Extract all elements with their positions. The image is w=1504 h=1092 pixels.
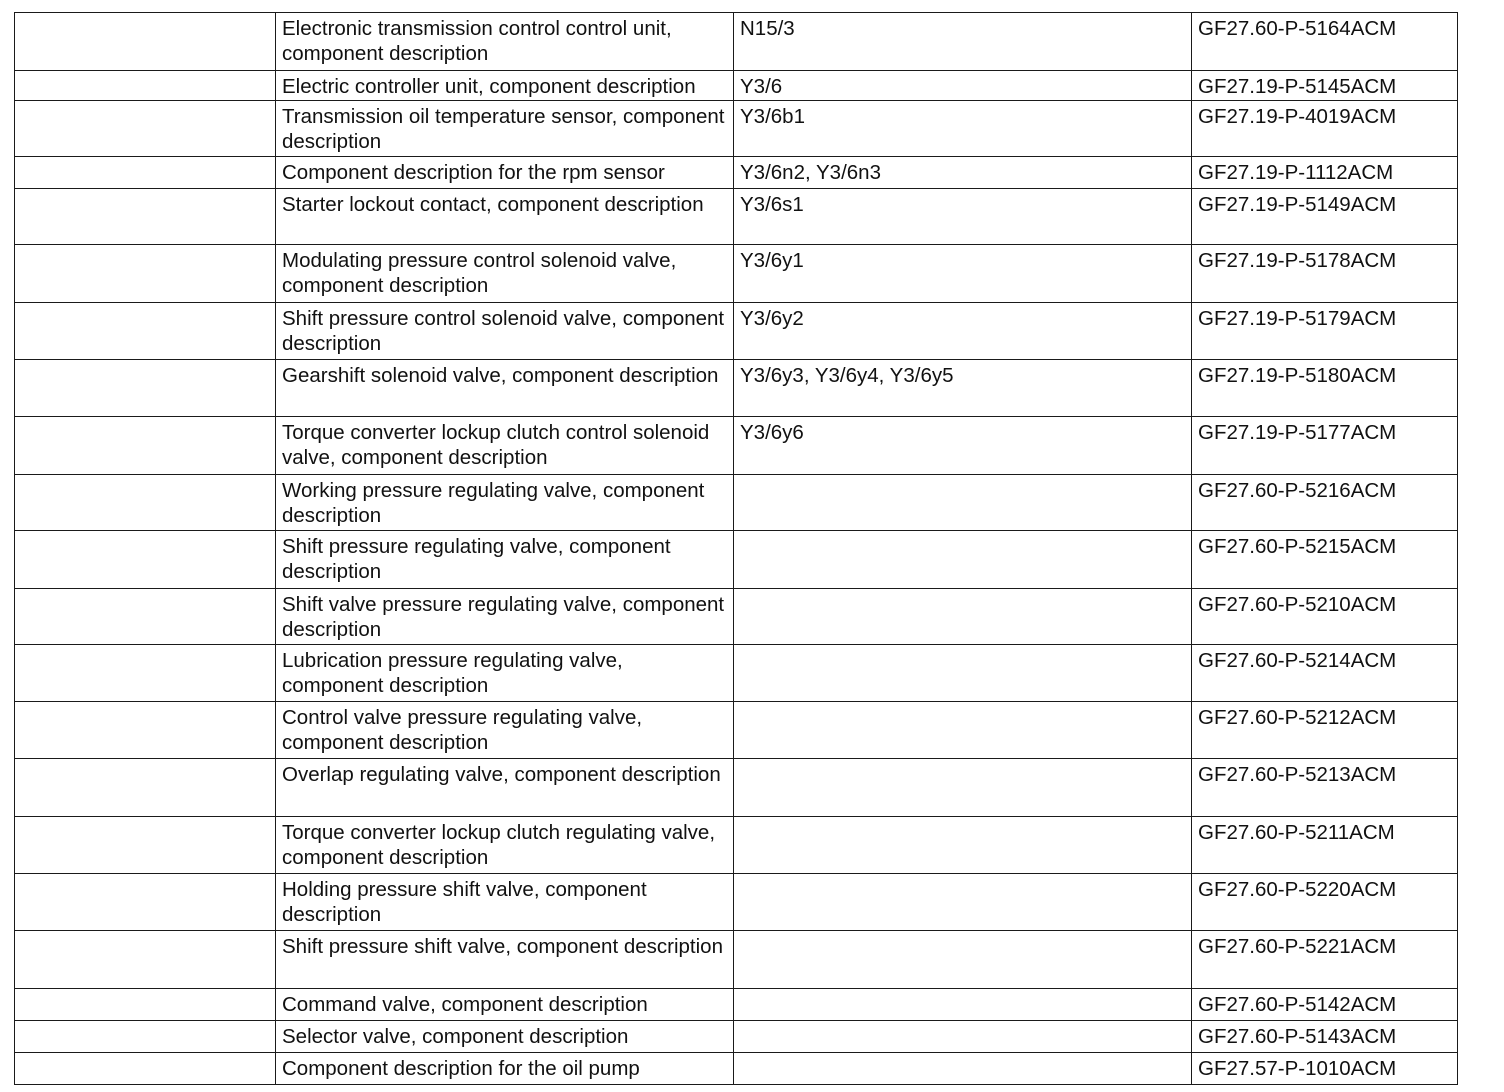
row-blank-cell	[15, 817, 276, 874]
row-component-code: N15/3	[734, 13, 1192, 71]
row-blank-cell	[15, 189, 276, 245]
table-row	[15, 1053, 1458, 1085]
row-blank-cell	[15, 1053, 276, 1085]
row-document-number: GF27.19-P-5177ACM	[1192, 417, 1458, 475]
table-row	[15, 702, 1458, 759]
table-row	[15, 101, 1458, 157]
row-description: Shift pressure regulating valve, component description	[276, 531, 734, 589]
table-row	[15, 245, 1458, 303]
table-row	[15, 303, 1458, 360]
table-row	[15, 531, 1458, 589]
row-component-code: Y3/6	[734, 71, 1192, 101]
row-document-number: GF27.19-P-1112ACM	[1192, 157, 1458, 189]
row-component-code	[734, 475, 1192, 531]
component-description-table	[14, 12, 1458, 1085]
row-document-number: GF27.19-P-4019ACM	[1192, 101, 1458, 157]
row-document-number: GF27.60-P-5214ACM	[1192, 645, 1458, 702]
row-document-number: GF27.19-P-5149ACM	[1192, 189, 1458, 245]
table-row	[15, 13, 1458, 71]
table-row	[15, 417, 1458, 475]
row-document-number: GF27.19-P-5178ACM	[1192, 245, 1458, 303]
table-row	[15, 475, 1458, 531]
table-row	[15, 589, 1458, 645]
row-document-number: GF27.60-P-5213ACM	[1192, 759, 1458, 817]
table-row	[15, 759, 1458, 817]
row-component-code: Y3/6y3, Y3/6y4, Y3/6y5	[734, 360, 1192, 417]
row-blank-cell	[15, 71, 276, 101]
row-description: Overlap regulating valve, component description	[276, 759, 734, 817]
row-blank-cell	[15, 874, 276, 931]
row-description: Electric controller unit, component description	[276, 71, 734, 101]
row-document-number: GF27.19-P-5180ACM	[1192, 360, 1458, 417]
row-description: Torque converter lockup clutch control solenoid valve, component description	[276, 417, 734, 475]
row-component-code: Y3/6n2, Y3/6n3	[734, 157, 1192, 189]
table-row	[15, 817, 1458, 874]
row-description: Transmission oil temperature sensor, component description	[276, 101, 734, 157]
row-component-code: Y3/6y1	[734, 245, 1192, 303]
row-component-code	[734, 531, 1192, 589]
table-row	[15, 189, 1458, 245]
row-blank-cell	[15, 101, 276, 157]
row-document-number: GF27.60-P-5216ACM	[1192, 475, 1458, 531]
row-blank-cell	[15, 13, 276, 71]
row-description: Modulating pressure control solenoid valve, component description	[276, 245, 734, 303]
row-description: Command valve, component description	[276, 989, 734, 1021]
row-component-code: Y3/6s1	[734, 189, 1192, 245]
row-document-number: GF27.60-P-5211ACM	[1192, 817, 1458, 874]
row-document-number: GF27.60-P-5142ACM	[1192, 989, 1458, 1021]
row-blank-cell	[15, 931, 276, 989]
row-component-code	[734, 874, 1192, 931]
row-component-code: Y3/6b1	[734, 101, 1192, 157]
table-row	[15, 1021, 1458, 1053]
table-body	[15, 13, 1458, 1085]
table-row	[15, 989, 1458, 1021]
row-blank-cell	[15, 531, 276, 589]
row-blank-cell	[15, 1021, 276, 1053]
row-blank-cell	[15, 702, 276, 759]
row-description: Selector valve, component description	[276, 1021, 734, 1053]
row-document-number: GF27.60-P-5221ACM	[1192, 931, 1458, 989]
row-description: Working pressure regulating valve, component description	[276, 475, 734, 531]
row-description: Component description for the oil pump	[276, 1053, 734, 1085]
row-blank-cell	[15, 245, 276, 303]
row-blank-cell	[15, 303, 276, 360]
row-description: Shift pressure control solenoid valve, component description	[276, 303, 734, 360]
row-component-code	[734, 817, 1192, 874]
table-row	[15, 360, 1458, 417]
table-row	[15, 874, 1458, 931]
row-document-number: GF27.60-P-5164ACM	[1192, 13, 1458, 71]
row-description: Electronic transmission control control unit, component description	[276, 13, 734, 71]
row-description: Component description for the rpm sensor	[276, 157, 734, 189]
row-document-number: GF27.60-P-5143ACM	[1192, 1021, 1458, 1053]
row-blank-cell	[15, 589, 276, 645]
row-blank-cell	[15, 475, 276, 531]
row-component-code	[734, 589, 1192, 645]
table-row	[15, 71, 1458, 101]
row-document-number: GF27.19-P-5179ACM	[1192, 303, 1458, 360]
table-row	[15, 645, 1458, 702]
row-component-code	[734, 931, 1192, 989]
row-blank-cell	[15, 417, 276, 475]
row-description: Gearshift solenoid valve, component description	[276, 360, 734, 417]
row-description: Shift pressure shift valve, component description	[276, 931, 734, 989]
table-row	[15, 157, 1458, 189]
row-document-number: GF27.60-P-5210ACM	[1192, 589, 1458, 645]
row-document-number: GF27.60-P-5220ACM	[1192, 874, 1458, 931]
table-row	[15, 931, 1458, 989]
row-blank-cell	[15, 759, 276, 817]
row-document-number: GF27.19-P-5145ACM	[1192, 71, 1458, 101]
row-description: Starter lockout contact, component description	[276, 189, 734, 245]
row-component-code	[734, 759, 1192, 817]
row-description: Lubrication pressure regulating valve, component description	[276, 645, 734, 702]
row-blank-cell	[15, 645, 276, 702]
row-component-code	[734, 702, 1192, 759]
row-document-number: GF27.60-P-5212ACM	[1192, 702, 1458, 759]
row-document-number: GF27.60-P-5215ACM	[1192, 531, 1458, 589]
row-component-code	[734, 1021, 1192, 1053]
row-description: Holding pressure shift valve, component description	[276, 874, 734, 931]
row-component-code	[734, 989, 1192, 1021]
row-component-code	[734, 1053, 1192, 1085]
row-description: Control valve pressure regulating valve, component description	[276, 702, 734, 759]
row-blank-cell	[15, 989, 276, 1021]
row-description: Shift valve pressure regulating valve, component description	[276, 589, 734, 645]
row-description: Torque converter lockup clutch regulating valve, component description	[276, 817, 734, 874]
row-blank-cell	[15, 157, 276, 189]
row-component-code	[734, 645, 1192, 702]
row-blank-cell	[15, 360, 276, 417]
row-component-code: Y3/6y6	[734, 417, 1192, 475]
row-component-code: Y3/6y2	[734, 303, 1192, 360]
row-document-number: GF27.57-P-1010ACM	[1192, 1053, 1458, 1085]
